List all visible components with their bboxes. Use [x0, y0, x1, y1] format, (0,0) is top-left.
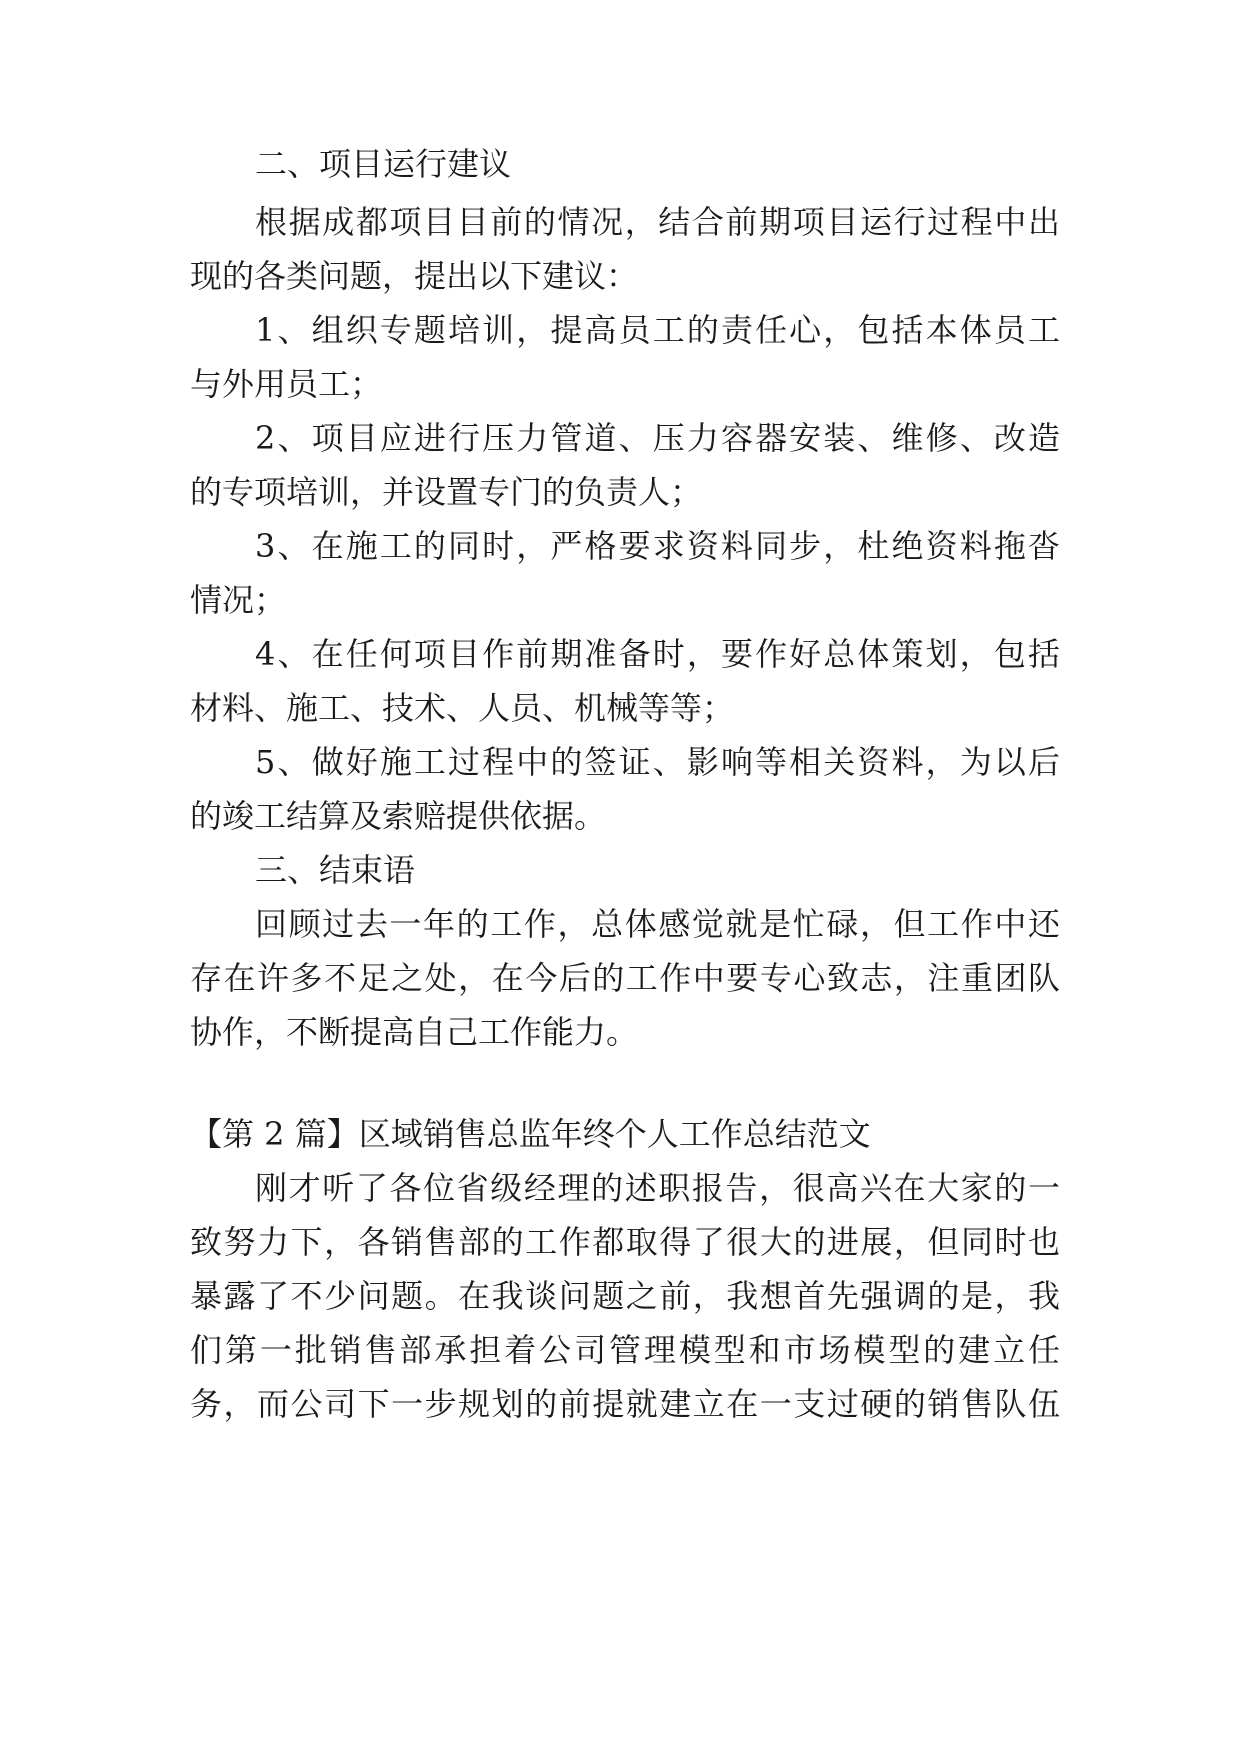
- paragraph-line: 务，而公司下一步规划的前提就建立在一支过硬的销售队伍: [190, 1385, 1060, 1423]
- list-item-line: 情况；: [190, 581, 287, 619]
- list-item-line: 与外用员工；: [190, 365, 383, 403]
- section-heading: 二、项目运行建议: [255, 145, 512, 183]
- list-item-line: 的专项培训，并设置专门的负责人；: [190, 473, 703, 511]
- list-item-line: 4、在任何项目作前期准备时，要作好总体策划，包括: [255, 635, 1060, 673]
- paragraph-line: 存在许多不足之处，在今后的工作中要专心致志，注重团队: [190, 959, 1060, 997]
- paragraph-line: 现的各类问题，提出以下建议：: [190, 257, 639, 295]
- list-item-line: 3、在施工的同时，严格要求资料同步，杜绝资料拖沓: [255, 527, 1060, 565]
- list-item-line: 1、组织专题培训，提高员工的责任心，包括本体员工: [255, 311, 1060, 349]
- paragraph-line: 根据成都项目目前的情况，结合前期项目运行过程中出: [255, 203, 1060, 241]
- paragraph-line: 暴露了不少问题。在我谈问题之前，我想首先强调的是，我: [190, 1277, 1060, 1315]
- article-title: 【第 2 篇】区域销售总监年终个人工作总结范文: [190, 1115, 871, 1153]
- paragraph-line: 回顾过去一年的工作，总体感觉就是忙碌，但工作中还: [255, 905, 1060, 943]
- paragraph-line: 致努力下，各销售部的工作都取得了很大的进展，但同时也: [190, 1223, 1060, 1261]
- list-item-line: 2、项目应进行压力管道、压力容器安装、维修、改造: [255, 419, 1060, 457]
- list-item-line: 的竣工结算及索赔提供依据。: [190, 797, 607, 835]
- paragraph-line: 刚才听了各位省级经理的述职报告，很高兴在大家的一: [255, 1169, 1060, 1207]
- list-item-line: 材料、施工、技术、人员、机械等等；: [190, 689, 735, 727]
- list-item-line: 5、做好施工过程中的签证、影响等相关资料，为以后: [255, 743, 1060, 781]
- section-heading: 三、结束语: [255, 851, 416, 889]
- paragraph-line: 协作，不断提高自己工作能力。: [190, 1013, 639, 1051]
- paragraph-line: 们第一批销售部承担着公司管理模型和市场模型的建立任: [190, 1331, 1060, 1369]
